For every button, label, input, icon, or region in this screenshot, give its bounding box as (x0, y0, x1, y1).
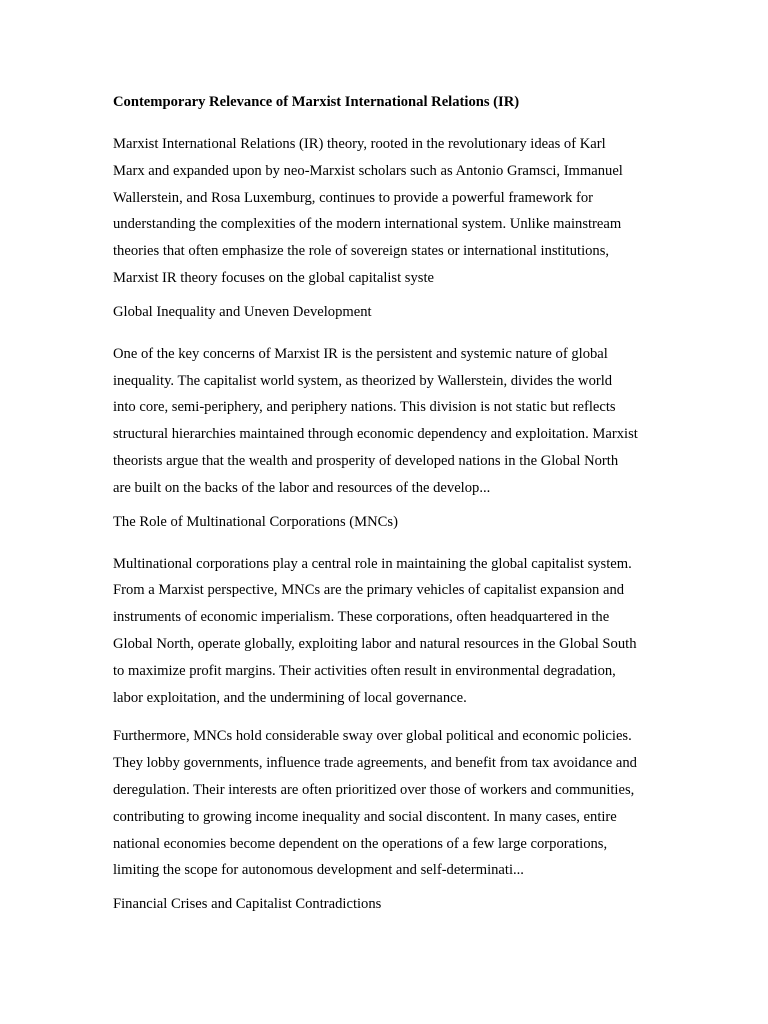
paragraph-line: From a Marxist perspective, MNCs are the primary vehicles of capitalist expansion and (113, 582, 625, 599)
paragraph-line: Multinational corporations play a central role in maintaining the global capitalist system. (113, 555, 632, 572)
paragraph-line: Furthermore, MNCs hold considerable sway over global political and economic policies. (113, 728, 632, 745)
paragraph-line: theories that often emphasize the role of sovereign states or international institutions, (113, 243, 610, 260)
paragraph-line: deregulation. Their interests are often prioritized over those of workers and communities, (113, 781, 635, 798)
paragraph-line: inequality. The capitalist world system, as theorized by Wallerstein, divides the world (113, 372, 613, 389)
document-title: Contemporary Relevance of Marxist International Relations (IR) (113, 94, 520, 110)
paragraph-line: are built on the backs of the labor and resources of the develop... (113, 479, 491, 496)
paragraph-line: into core, semi-periphery, and periphery nations. This division is not static but reflects (113, 399, 616, 416)
paragraph-line: Marx and expanded upon by neo-Marxist scholars such as Antonio Gramsci, Immanuel (113, 162, 623, 179)
section-heading-global-inequality: Global Inequality and Uneven Development (113, 303, 372, 320)
paragraph-line: contributing to growing income inequality and social discontent. In many cases, entire (113, 808, 617, 825)
paragraph-line: instruments of economic imperialism. These corporations, often headquartered in the (113, 609, 610, 626)
paragraph-line: labor exploitation, and the undermining of local governance. (113, 689, 467, 706)
paragraph-line: Wallerstein, and Rosa Luxemburg, continues to provide a powerful framework for (113, 189, 594, 206)
paragraph-line: Global North, operate globally, exploiting labor and natural resources in the Global South (113, 635, 637, 652)
paragraph-line: theorists argue that the wealth and prosperity of developed nations in the Global North (113, 452, 619, 469)
paragraph-mncs (113, 551, 661, 712)
paragraph-line: national economies become dependent on the operations of a few large corporations, (113, 835, 608, 852)
paragraph-line: structural hierarchies maintained through economic dependency and exploitation. Marxist (113, 426, 638, 443)
paragraph-line: understanding the complexities of the modern international system. Unlike mainstream (113, 216, 622, 233)
paragraph-line: They lobby governments, influence trade agreements, and benefit from tax avoidance and (113, 755, 637, 772)
section-heading-mncs: The Role of Multinational Corporations (MNCs) (113, 513, 398, 530)
paragraph-line: Marxist IR theory focuses on the global capitalist syste (113, 269, 434, 286)
paragraph-global-inequality (113, 341, 661, 502)
paragraph-line: One of the key concerns of Marxist IR is the persistent and systemic nature of global (113, 345, 608, 362)
paragraph-line: to maximize profit margins. Their activities often result in environmental degradation, (113, 662, 616, 679)
paragraph-line: limiting the scope for autonomous development and self-determinati... (113, 862, 524, 879)
section-heading-financial-crises: Financial Crises and Capitalist Contradictions (113, 896, 382, 913)
paragraph-mncs-furthermore (113, 723, 661, 884)
paragraph-line: Marxist International Relations (IR) theory, rooted in the revolutionary ideas of Karl (113, 136, 606, 152)
document-page (113, 94, 661, 933)
paragraph-intro (113, 131, 661, 292)
